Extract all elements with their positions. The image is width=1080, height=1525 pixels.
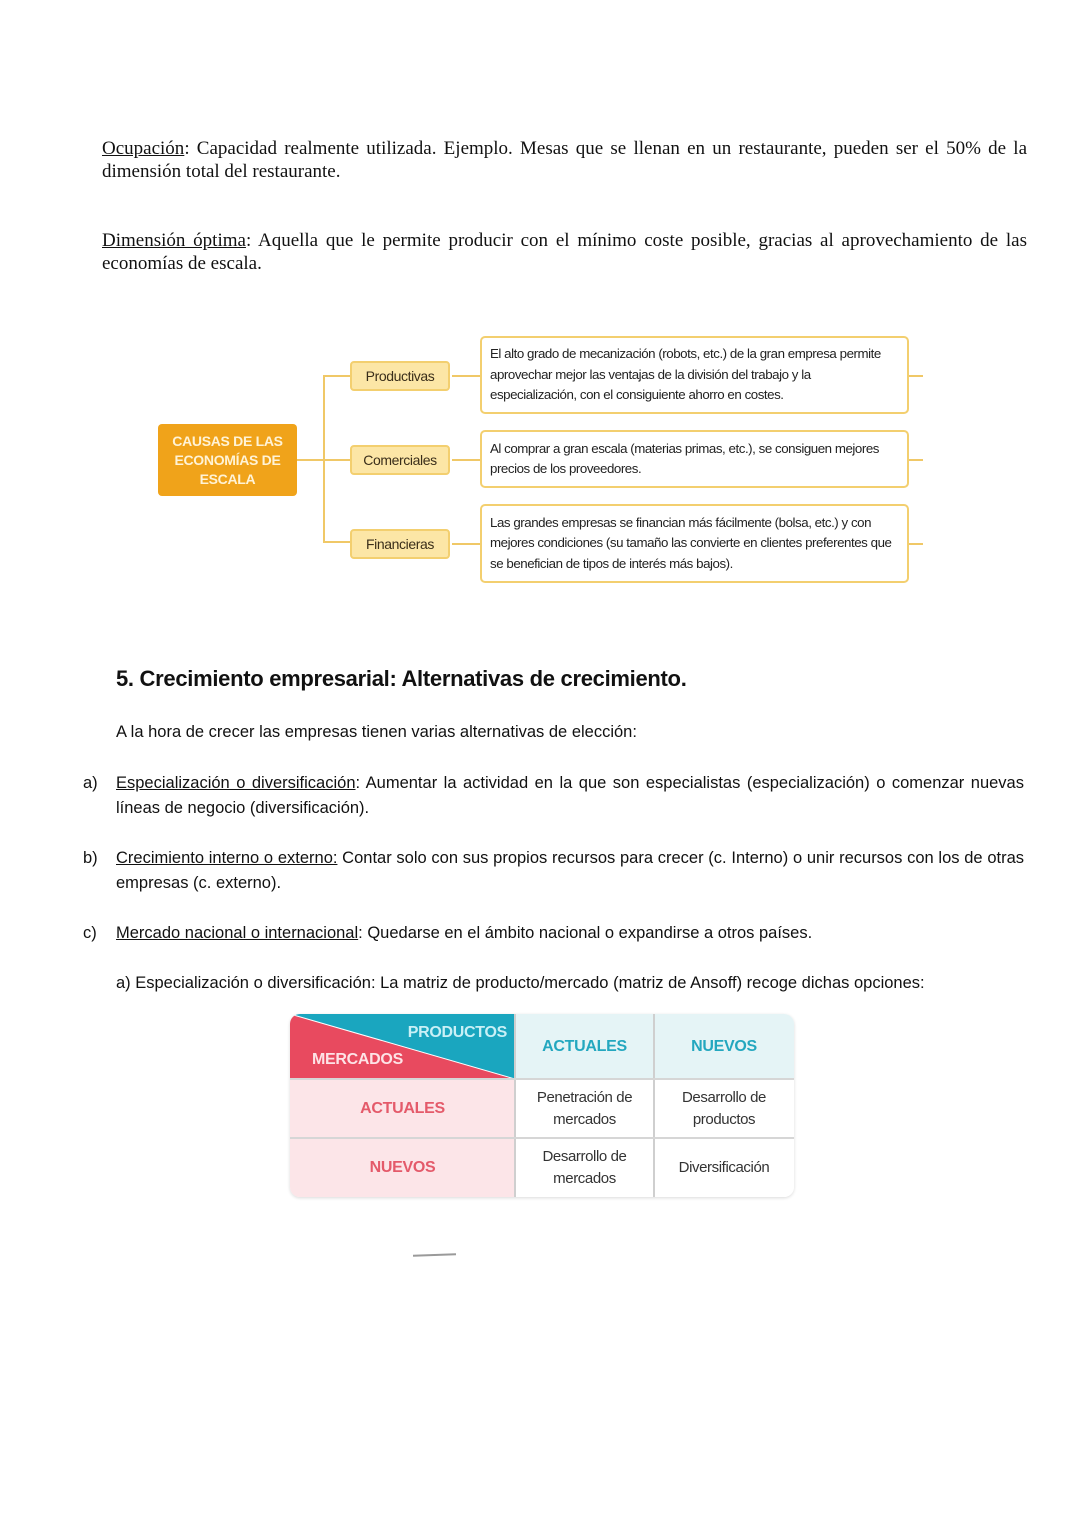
matrix-corner-products: PRODUCTOS <box>407 1024 507 1041</box>
matrix-cell: Penetración de mercados <box>515 1079 654 1138</box>
matrix-corner <box>290 1014 515 1079</box>
connector-line <box>452 459 480 461</box>
section-intro: A la hora de crecer las empresas tienen varias alternativas de elección: <box>116 723 637 741</box>
matrix-col-header: ACTUALES <box>515 1014 654 1079</box>
list-item-term: Mercado nacional o internacional <box>116 924 359 942</box>
list-item <box>116 771 1024 821</box>
section-heading: 5. Crecimiento empresarial: Alternativas de crecimiento. <box>116 666 687 691</box>
matrix-row-header: ACTUALES <box>290 1079 515 1138</box>
list-item-term: Crecimiento interno o externo: <box>116 849 338 867</box>
list-item-text: : Aumentar la actividad en la que son especialistas (especialización) o comenzar nuevas líneas de negocio (diversificación). <box>116 774 1024 817</box>
definition-text: : Aquella que le permite producir con el mínimo coste posible, gracias al aprovechamiento de las economías de escala. <box>102 230 1028 274</box>
list-item <box>116 921 1024 946</box>
matrix-row-header: NUEVOS <box>290 1138 515 1197</box>
connector-line <box>323 541 350 543</box>
diagram-desc-text: Al comprar a gran escala (materias primas, etc.), se consiguen mejores precios de los proveedores. <box>490 440 879 476</box>
definition-term: Ocupación <box>102 138 185 159</box>
list-item <box>116 846 1024 896</box>
diagram-branch-comerciales: Comerciales <box>350 445 450 475</box>
connector-line <box>909 375 923 377</box>
matrix-divider <box>653 1014 655 1197</box>
ansoff-matrix <box>290 1014 794 1197</box>
matrix-divider <box>290 1078 794 1080</box>
list-item-text: : Quedarse en el ámbito nacional o expandirse a otros países. <box>358 924 813 942</box>
list-item-term: Especialización o diversificación <box>116 774 356 792</box>
definition-text: : Capacidad realmente utilizada. Ejemplo. Mesas que se llenan en un restaurante, pueden ser el 50% de la dimensión total del restaurante. <box>102 138 1027 182</box>
diagram-desc-financieras <box>480 504 909 583</box>
diagram-root-node: CAUSAS DE LAS ECONOMÍAS DE ESCALA <box>158 424 297 496</box>
diagram-desc-text: El alto grado de mecanización (robots, etc.) de la gran empresa permite aprovechar mejor las ventajas de la división del trabajo y la especialización, con el consiguiente ahorro en costes. <box>490 346 881 403</box>
definition-ocupacion <box>102 137 1027 183</box>
connector-line <box>909 459 923 461</box>
connector-line <box>323 375 350 377</box>
connector-line <box>323 375 325 543</box>
ansoff-intro: a) Especialización o diversificación: La matriz de producto/mercado (matriz de Ansoff) recoge dichas opciones: <box>116 974 925 992</box>
connector-line <box>452 543 480 545</box>
list-marker: a) <box>83 774 98 792</box>
diagram-branch-productivas: Productivas <box>350 361 450 391</box>
matrix-cell: Desarrollo de mercados <box>515 1138 654 1197</box>
list-item-text: Contar solo con sus propios recursos para crecer (c. Interno) o unir recursos con los de otras empresas (c. externo). <box>116 849 1024 892</box>
matrix-cell: Desarrollo de productos <box>654 1079 794 1138</box>
matrix-divider <box>290 1137 794 1139</box>
diagram-branch-financieras: Financieras <box>350 529 450 559</box>
diagram-desc-productivas <box>480 336 909 414</box>
matrix-cell: Diversificación <box>654 1138 794 1197</box>
list-marker: c) <box>83 924 97 942</box>
connector-line <box>909 543 923 545</box>
matrix-divider <box>514 1014 516 1197</box>
matrix-col-header: NUEVOS <box>654 1014 794 1079</box>
connector-line <box>452 375 480 377</box>
definition-dimension-optima <box>102 229 1027 275</box>
stray-line-mark <box>413 1253 456 1256</box>
list-marker: b) <box>83 849 98 867</box>
definition-term: Dimensión óptima <box>102 230 246 251</box>
diagram-desc-text: Las grandes empresas se financian más fácilmente (bolsa, etc.) y con mejores condiciones (su tamaño las convierte en clientes preferentes que se benefician de tipos de interés más bajos). <box>490 514 892 571</box>
diagram-desc-comerciales <box>480 430 909 488</box>
matrix-corner-markets: MERCADOS <box>312 1051 403 1068</box>
